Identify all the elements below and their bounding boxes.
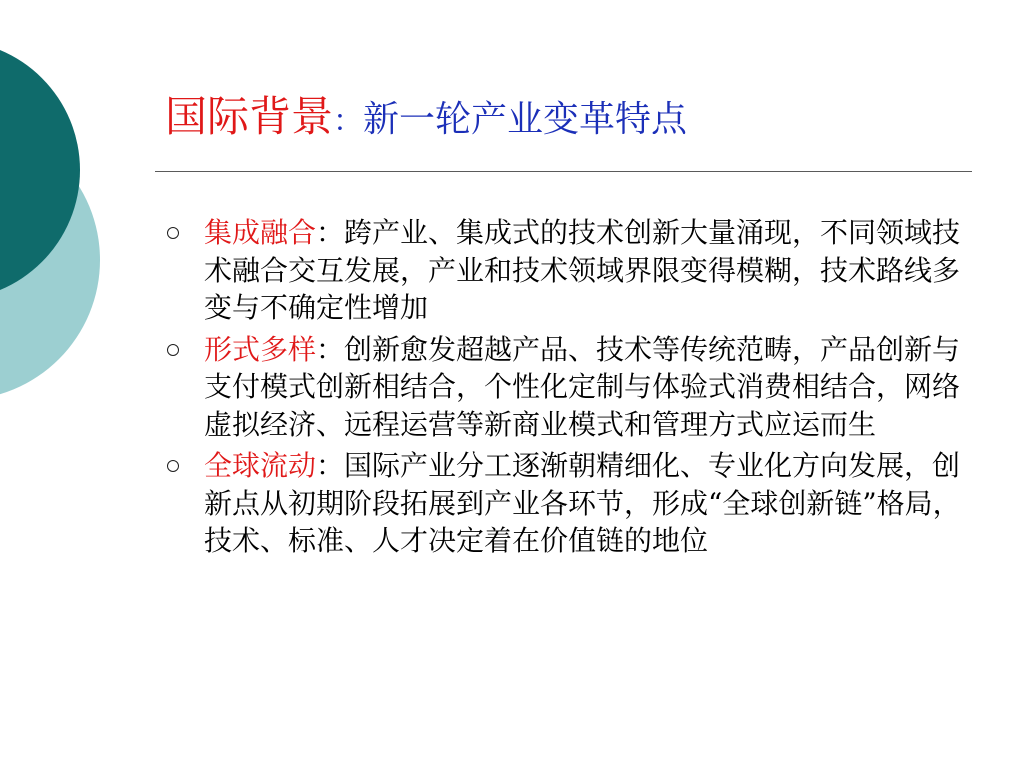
bullet-text: 国际产业分工逐渐朝精细化、专业化方向发展，创新点从初期阶段拓展到产业各环节，形成“全球创新链”格局，技术、标准、人才决定着在价值链的地位: [204, 449, 961, 557]
hollow-circle-bullet-icon: [167, 227, 179, 239]
bullet-item-diverse-forms: [165, 331, 965, 444]
bullet-separator: ：: [316, 332, 345, 366]
decorative-circles: [0, 0, 120, 420]
bullet-separator: ：: [316, 216, 345, 249]
slide-title: [165, 92, 688, 141]
title-subtitle: 新一轮产业变革特点: [363, 99, 688, 140]
hollow-circle-bullet-icon: [167, 460, 179, 472]
bullet-item-global-flow: [165, 447, 965, 560]
title-separator: ：: [333, 104, 364, 139]
bullet-title: 集成融合: [204, 216, 317, 249]
bullet-text: 跨产业、集成式的技术创新大量涌现，不同领域技术融合交互发展，产业和技术领域界限变得模糊，技术路线多变与不确定性增加: [204, 216, 961, 324]
bullet-title: 形式多样: [204, 332, 317, 366]
bullet-text: 创新愈发超越产品、技术等传统范畴，产品创新与支付模式创新相结合，个性化定制与体验式消费相结合，网络虚拟经济、远程运营等新商业模式和管理方式应运而生: [204, 332, 961, 441]
title-main: 国际背景: [165, 92, 334, 141]
hollow-circle-bullet-icon: [167, 344, 179, 356]
title-divider: [155, 171, 972, 172]
bullet-title: 全球流动: [204, 449, 317, 482]
bullet-list: [165, 214, 965, 564]
bullet-separator: ：: [316, 449, 345, 482]
bullet-item-integration: [165, 214, 965, 327]
